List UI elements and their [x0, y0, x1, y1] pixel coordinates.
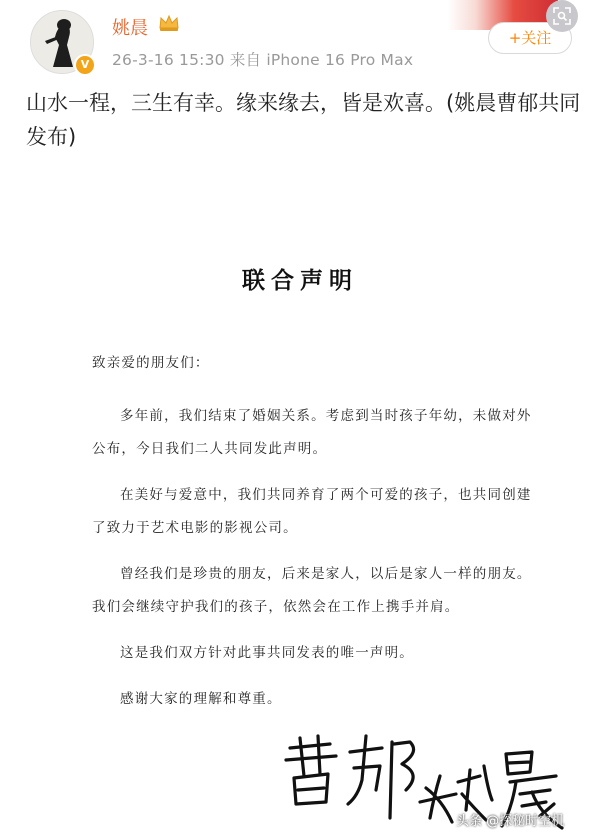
letter-paragraph: 多年前，我们结束了婚姻关系。考虑到当时孩子年幼，未做对外公布，今日我们二人共同发此声明。	[92, 408, 532, 457]
post-text: 山水一程，三生有幸。缘来缘去，皆是欢喜。(姚晨曹郁共同发布)	[26, 91, 581, 149]
letter-paragraph: 感谢大家的理解和尊重。	[120, 691, 282, 707]
lens-search-icon[interactable]	[546, 0, 578, 32]
post-header	[0, 0, 600, 80]
letter-paragraph: 在美好与爱意中，我们共同养育了两个可爱的孩子，也共同创建了致力于艺术电影的影视公司。	[92, 487, 532, 536]
verified-badge-icon: V	[74, 54, 96, 76]
watermark-text: 头条 @探秘时空机	[456, 814, 565, 829]
follow-button[interactable]: +关注	[488, 22, 572, 54]
letter-greeting: 致亲爱的朋友们：	[92, 355, 210, 371]
post-meta: 26-3-16 15:30 来自 iPhone 16 Pro Max	[112, 51, 414, 69]
letter-paragraph: 曾经我们是珍贵的朋友，后来是家人，以后是家人一样的朋友。我们会继续守护我们的孩子，依然会在工作上携手并肩。	[92, 566, 532, 615]
letter-body	[92, 350, 532, 729]
watermark	[456, 810, 564, 829]
crown-icon	[158, 13, 180, 33]
letter-paragraph: 这是我们双方针对此事共同发表的唯一声明。	[120, 645, 414, 661]
username[interactable]: 姚晨	[112, 18, 148, 39]
letter-title: 联合声明	[242, 267, 358, 294]
